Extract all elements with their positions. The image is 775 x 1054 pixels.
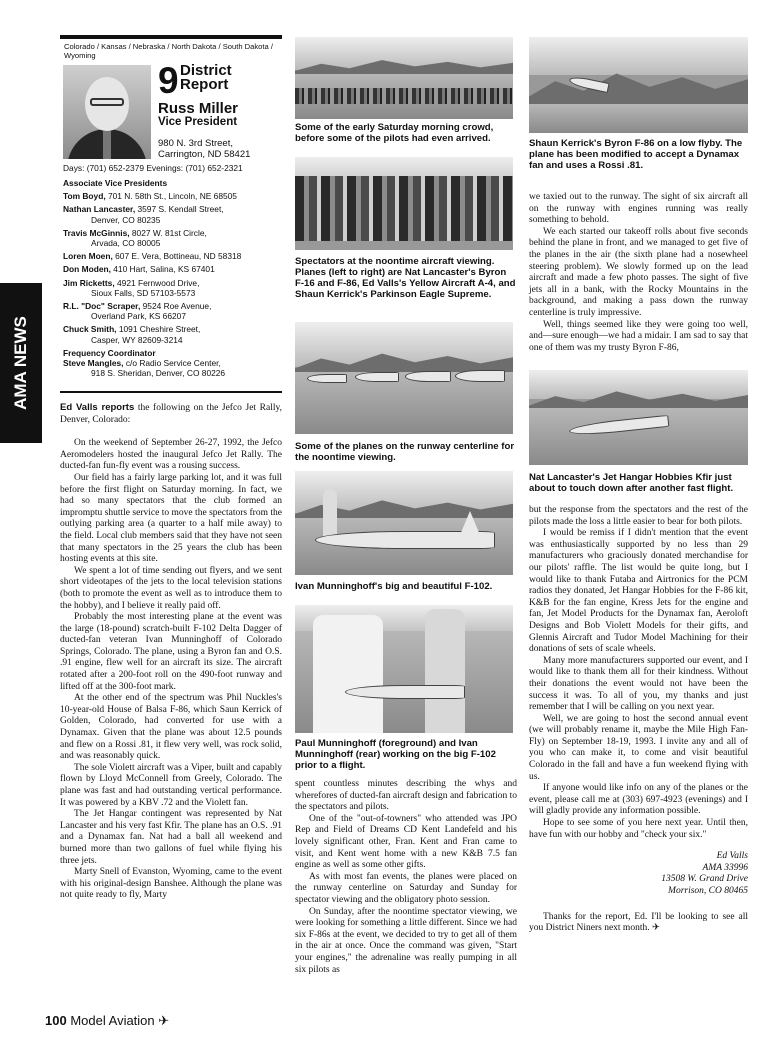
paragraph: As with most fan events, the planes were placed on the runway centerline on Saturday and Sunday for spectator viewing and the obligatory photo session. <box>295 871 517 905</box>
contact-entry <box>63 204 285 214</box>
contact-line1: 9524 Roe Avenue, <box>142 301 212 312</box>
contact-line2: Sioux Falls, SD 57103-5573 <box>91 287 196 298</box>
freq-line1: c/o Radio Service Center, <box>125 358 221 369</box>
contact-line1: 1091 Cheshire Street, <box>118 324 201 335</box>
contact-name: Loren Moen, <box>63 251 113 262</box>
paragraph: We spent a lot of time sending out flyers, and we sent short videotapes of the jets to the local television stations (both to promote the event as well as to introduce them to the hobby), and I believe it really paid off. <box>60 565 282 611</box>
contact-entry <box>63 264 285 274</box>
paragraph: If anyone would like info on any of the planes or the event, please call me at (303) 697-4923 (evenings) and I will gladly provide any information possible. <box>529 783 748 817</box>
intro-bold: Ed Valls reports <box>60 402 135 413</box>
contact-line2: Casper, WY 82609-3214 <box>91 334 183 345</box>
district-number: 9 <box>158 60 179 101</box>
contact-line1: 607 E. Vera, Bottineau, ND 58318 <box>115 251 242 262</box>
vp-address-line2: Carrington, ND 58421 <box>158 149 251 160</box>
contact-entry <box>63 191 285 201</box>
contact-line1: 4921 Fernwood Drive, <box>117 277 200 288</box>
header-rule <box>60 35 282 39</box>
freq-heading: Frequency Coordinator <box>63 347 156 358</box>
district-states: Colorado / Kansas / Nebraska / North Dakota / South Dakota / Wyoming <box>64 42 273 60</box>
caption-f86-flyby: Shaun Kerrick's Byron F-86 on a low flyby. The plane has been modified to accept a Dynamax fan and uses a Rossi .81. <box>529 138 743 171</box>
column-1-paragraphs <box>60 438 282 902</box>
paragraph: On Sunday, after the noontime spectator viewing, we were looking for something a little different. Since we had six F-86s at the event, we decided to try to get all of them in the air at once. Once the command was given, "Start your engines," the adrenaline was really pumping in all six pilots as <box>295 906 517 975</box>
signature-line: 13508 W. Grand Drive <box>661 874 748 885</box>
footer-plane-icon: ✈ <box>158 1013 170 1028</box>
paragraph: but the response from the spectators and the rest of the pilots made the loss a little easier to bear for both pilots. <box>529 505 748 527</box>
header-rule-bottom <box>60 391 282 393</box>
paragraph: I would be remiss if I didn't mention that the event was enthusiastically supported by no less than 29 manufacturers who graciously donated merchandise for our pilots' raffle. The list would be quite long, but I would like to thank Futaba and Airtronics for the PCM radios they donated, Jet Hangar Hobbies for the F-86 kit, K&B for the fan engine, Kress Jets for the engine and fan, Jet Model Products for the Dynamax fan, Aeroloft Designs and Bob Violett Models for their gifts, and Glennis Aircraft and Tudor Model Machining for their donations of sets of scale wheels. <box>529 528 748 655</box>
intro-rest: the following on the Jefco Jet Rally, Denver, Colorado: <box>60 403 282 425</box>
avp-heading: Associate Vice Presidents <box>63 178 168 188</box>
freq-name: Steve Mangles, <box>63 358 124 369</box>
closing-note <box>529 912 748 935</box>
caption-f102: Ivan Munninghoff's big and beautiful F-102. <box>295 581 493 592</box>
article-column-2 <box>295 779 517 976</box>
column-3-paragraphs <box>529 505 748 841</box>
portrait-glasses <box>90 98 124 106</box>
contact-name: R.L. "Doc" Scraper, <box>63 301 141 312</box>
contact-line2: Overland Park, KS 66207 <box>91 311 186 322</box>
caption-munninghoffs: Paul Munninghoff (foreground) and Ivan Munninghoff (rear) working on the big F-102 prior to a flight. <box>295 738 496 771</box>
side-tab <box>0 283 42 443</box>
paragraph: The sole Violett aircraft was a Viper, built and capably flown by Lloyd McConnell from Greely, Colorado. The plane was fast and had outstanding vertical performance. It was powered by a KBV .72 and the Violett fan. <box>60 762 282 808</box>
contact-line2: Denver, CO 80235 <box>91 214 161 225</box>
portrait-tie <box>103 131 111 159</box>
paragraph: we taxied out to the runway. The sight of six aircraft all on the runway with engines running was really something to behold. <box>529 192 748 226</box>
contact-name: Chuck Smith, <box>63 324 117 335</box>
paragraph: Probably the most interesting plane at the event was the large (18-pound) scratch-built F-102 Delta Dagger of ducted-fan veteran Ivan Munninghoff of Colorado Springs, Colorado. The plane, using a Byron fan and O.S. .91 engine, flew well for an aircraft its size. The aircraft rotated after a 200-foot roll on the 490-foot runway and lifted off at the 300-foot mark. <box>60 612 282 692</box>
contact-line1: 410 Hart, Salina, KS 67401 <box>113 264 215 275</box>
paragraph: Well, we are going to host the second annual event (we will probably rename it, maybe the Mile High Fan-Fly) on September 18-19, 1993. I invite any and all of you who can make it, to come and visit beautiful Colorado in the fall and have a fun weekend flying with us. <box>529 713 748 782</box>
side-tab-label: AMA NEWS <box>11 316 30 410</box>
photo-f86-flyby <box>529 37 748 133</box>
paragraph: One of the "out-of-towners" who attended was JPO Rep and Field of Dreams CD Kent Landefeld and his lovely significant other, Fran. Kent and Fran came to visit, and Kent went home with a new K&B 7.5 fan engine as well as some other gifts. <box>295 813 517 871</box>
plane-icon: ✈ <box>651 923 660 934</box>
district-title-line2: Report <box>180 76 229 93</box>
contact-name: Nathan Lancaster, <box>63 204 136 215</box>
paragraph: The Jet Hangar contingent was represented by Nat Lancaster and his very fast Kfir. The plane has an O.S. .91 and a Dynamax fan. Nat had a ball all weekend and burned more than two gallons of fuel while flying his three jets. <box>60 809 282 866</box>
contact-entries <box>63 191 285 345</box>
contact-name: Jim Ricketts, <box>63 277 115 288</box>
photo-munninghoffs <box>295 605 513 733</box>
contact-line2: Arvada, CO 80005 <box>91 238 161 249</box>
magazine-name: Model Aviation <box>70 1013 155 1028</box>
contact-entry <box>63 228 285 238</box>
vp-address-line1: 980 N. 3rd Street, <box>158 138 233 149</box>
closing-text: Thanks for the report, Ed. I'll be looking to see all you District Niners next month. <box>529 911 748 934</box>
contact-entry <box>63 301 285 311</box>
signature-line: Ed Valls <box>716 851 748 862</box>
paragraph: At the other end of the spectrum was Phil Nuckles's 10-year-old House of Balsa F-86, which Saun Kerrick of Golden, Colorado, had converted for use with a Dynamax. Given that the plane was about 12.5 pounds and flew on a Rossi .81, it flew very well, was rock solid, and was reasonably quick. <box>60 693 282 762</box>
paragraph: Marty Snell of Evanston, Wyoming, came to the event with his original-design Banshee. Although the plane was not quite ready to fly, Marty <box>60 867 282 901</box>
photo-noontime-viewing <box>295 157 513 250</box>
article-column-3-top <box>529 192 748 354</box>
paragraph: Hope to see some of you here next year. Until then, have fun with our hobby and "check your six." <box>529 818 748 840</box>
district-title <box>180 64 232 92</box>
article-column-1 <box>60 402 282 902</box>
caption-noontime-viewing: Spectators at the noontime aircraft viewing. Planes (left to right) are Nat Lancaster's Byron F-16 and F-86, Ed Valls's Yellow Aircraft A-4, and Shaun Kerrick's Parkinson Eagle Supreme. <box>295 256 516 300</box>
photo-f102 <box>295 471 513 575</box>
caption-kfir: Nat Lancaster's Jet Hangar Hobbies Kfir just about to touch down after another fast flight. <box>529 472 734 494</box>
paragraph: We each started our takeoff rolls about five seconds behind the plane in front, and we managed to get five of the planes in the air (the sixth plane had a nosewheel steering problem). We slowly formed up on the lead aircraft and made a few photo passes. The sight of five jets all in a bank, with the Rocky Mountains in the background, and making a pass down the runway centerline is truly impressive. <box>529 226 748 318</box>
caption-saturday-crowd: Some of the early Saturday morning crowd, before some of the pilots had even arrived. <box>295 122 494 144</box>
district-title-line1: District <box>180 62 232 79</box>
contact-entry <box>63 324 285 334</box>
article-column-3-bottom <box>529 505 748 935</box>
vp-phones: Days: (701) 652-2379 Evenings: (701) 652-2321 <box>63 163 243 173</box>
signature-line: Morrison, CO 80465 <box>668 886 748 896</box>
freq-contact <box>63 358 285 368</box>
contact-line1: 701 N. 58th St., Lincoln, NE 68505 <box>107 191 237 202</box>
signature-block <box>529 851 748 897</box>
signature-line: AMA 33996 <box>702 862 748 873</box>
page-number: 100 <box>45 1013 67 1028</box>
vp-portrait <box>63 65 151 159</box>
caption-runway-centerline: Some of the planes on the runway centerline for the noontime viewing. <box>295 441 515 463</box>
contact-name: Travis McGinnis, <box>63 227 130 238</box>
paragraph: spent countless minutes describing the whys and wherefores of ducted-fan aircraft design and fabrication to the spectators and pilots. <box>295 779 517 813</box>
contact-list <box>63 178 285 378</box>
vp-name: Russ Miller <box>158 100 239 117</box>
paragraph: On the weekend of September 26-27, 1992, the Jefco Aeromodelers hosted the inaugural Jefco Jet Rally. The ducted-fan fun-fly event was a rousing success. <box>60 438 282 472</box>
photo-saturday-crowd <box>295 37 513 119</box>
paragraph: Well, things seemed like they were going too well, and—sure enough—we had a midair. I am sad to say that one of them was my trusty Byron F-86, <box>529 319 748 353</box>
photo-kfir <box>529 370 748 465</box>
freq-line2: 918 S. Sheridan, Denver, CO 80226 <box>91 368 226 379</box>
contact-name: Tom Boyd, <box>63 191 106 202</box>
page-footer <box>45 1013 169 1029</box>
photo-runway-centerline <box>295 322 513 434</box>
vp-title: Vice President <box>158 116 238 128</box>
contact-name: Don Moden, <box>63 264 111 275</box>
vp-address <box>158 138 250 160</box>
contact-line1: 8027 W. 81st Circle, <box>131 227 207 238</box>
contact-line1: 3597 S. Kendall Street, <box>137 204 224 215</box>
contact-entry <box>63 278 285 288</box>
paragraph: Our field has a fairly large parking lot, and it was full before the first flight on Saturday morning. In fact, we had so many spectators that the club formed an impromptu shuttle service to move the spectators from the outlying parking area (a quarter to a half mile away) to the field. Local club members said that they have not seen that many spectators in the 25 years the club has been hosting events at this site. <box>60 472 282 565</box>
contact-entry <box>63 251 285 261</box>
paragraph: Many more manufacturers supported our event, and I would like to thank them all for their kindness. Without their donations the event would not have been the success it was. To all of you, my thanks and just remember that I will be calling on you next year. <box>529 655 748 713</box>
article-intro <box>60 402 282 426</box>
